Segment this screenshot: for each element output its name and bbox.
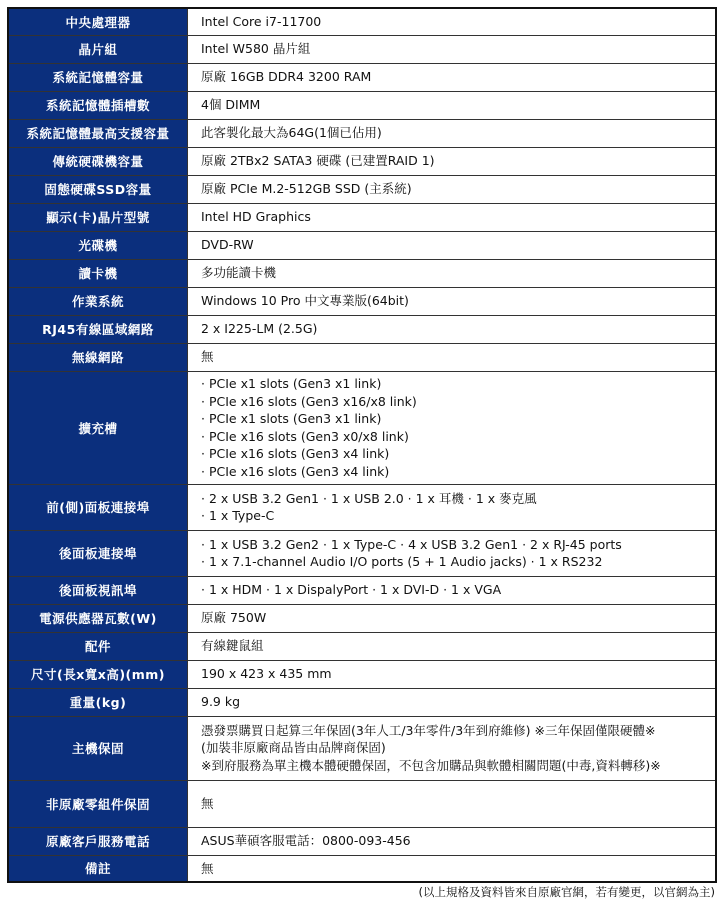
spec-row [8,688,716,716]
spec-label: 系統記憶體插槽數 [8,91,188,119]
spec-label: 原廠客戶服務電話 [8,827,188,855]
spec-value [188,63,717,91]
spec-value-line: · PCIe x16 slots (Gen3 x16/x8 link) [201,393,417,409]
spec-value-line: 多功能讀卡機 [201,265,277,281]
spec-value-line: 原廠 750W [201,610,267,626]
spec-label: 擴充槽 [8,371,188,484]
spec-value [188,343,717,371]
spec-label: 無線網路 [8,343,188,371]
spec-value [188,203,717,231]
spec-value-line: 2 x I225-LM (2.5G) [201,321,318,337]
spec-label: 重量(kg) [8,688,188,716]
spec-value [188,576,717,604]
spec-row [8,827,716,855]
spec-label: 光碟機 [8,231,188,259]
spec-row [8,660,716,688]
spec-value-line: · 1 x USB 3.2 Gen2 · 1 x Type-C · 4 x USB 3.2 Gen1 · 2 x RJ-45 ports [201,536,622,552]
spec-value [188,8,717,35]
spec-value-line: ※到府服務為單主機本體硬體保固，不包含加購品與軟體相關問題(中毒,資料轉移)※ [201,757,661,773]
spec-value [188,688,717,716]
spec-value-line: · PCIe x16 slots (Gen3 x4 link) [201,463,390,479]
spec-label: 固態硬碟SSD容量 [8,175,188,203]
spec-value-line: 無 [201,795,214,811]
spec-value-line: 4個 DIMM [201,97,261,113]
spec-value [188,91,717,119]
spec-row [8,175,716,203]
spec-label: 中央處理器 [8,8,188,35]
spec-value-line: · PCIe x1 slots (Gen3 x1 link) [201,376,382,391]
spec-value-line: · 1 x Type-C [201,508,275,523]
spec-label: 備註 [8,855,188,882]
spec-value [188,660,717,688]
spec-label: 作業系統 [8,287,188,315]
spec-label: 系統記憶體最高支援容量 [8,119,188,147]
spec-value-line: ASUS華碩客服電話：0800-093-456 [201,833,411,849]
spec-label: 讀卡機 [8,259,188,287]
spec-label: 尺寸(長x寬x高)(mm) [8,660,188,688]
spec-label: 晶片組 [8,35,188,63]
spec-row [8,231,716,259]
spec-row [8,147,716,175]
spec-row [8,716,716,780]
footnote: (以上規格及資料皆來自原廠官網，若有變更，以官網為主) [418,885,715,899]
spec-value-line: 此客製化最大為64G(1個已佔用) [201,125,382,141]
spec-value [188,604,717,632]
spec-value [188,827,717,855]
spec-table-body [8,8,716,882]
spec-value-line: · PCIe x16 slots (Gen3 x0/x8 link) [201,428,409,444]
spec-row [8,632,716,660]
spec-row [8,8,716,35]
spec-value-line: Intel W580 晶片組 [201,41,311,57]
spec-row [8,855,716,882]
spec-row [8,119,716,147]
spec-value [188,632,717,660]
spec-value-line: · 1 x HDM · 1 x DispalyPort · 1 x DVI-D · 1 x VGA [201,582,502,598]
spec-value [188,287,717,315]
spec-label: 系統記憶體容量 [8,63,188,91]
spec-label: 後面板連接埠 [8,530,188,576]
spec-value-line: · PCIe x1 slots (Gen3 x1 link) [201,411,382,426]
spec-value [188,259,717,287]
spec-row [8,604,716,632]
spec-value [188,371,717,484]
spec-value-line: 無 [201,349,214,365]
spec-row [8,35,716,63]
spec-value-line: 原廠 PCIe M.2-512GB SSD (主系統) [201,181,412,197]
spec-value [188,175,717,203]
spec-label: 主機保固 [8,716,188,780]
spec-row [8,576,716,604]
spec-row [8,343,716,371]
spec-value-line: Intel Core i7-11700 [201,14,322,29]
spec-label: 前(側)面板連接埠 [8,484,188,530]
spec-row [8,780,716,827]
spec-value [188,315,717,343]
spec-label: 非原廠零組件保固 [8,780,188,827]
spec-row [8,484,716,530]
spec-value [188,35,717,63]
spec-value [188,147,717,175]
spec-value-line: (加裝非原廠商品皆由品牌商保固) [201,740,386,756]
spec-value-line: 9.9 kg [201,694,241,710]
spec-table [7,7,717,883]
spec-value [188,231,717,259]
spec-value-line: 原廠 16GB DDR4 3200 RAM [201,69,372,85]
spec-value-line: · 2 x USB 3.2 Gen1 · 1 x USB 2.0 · 1 x 耳機 · 1 x 麥克風 [201,490,537,506]
spec-row [8,315,716,343]
spec-row [8,287,716,315]
spec-label: 傳統硬碟機容量 [8,147,188,175]
spec-label: RJ45有線區域網路 [8,315,188,343]
spec-value-line: 有線鍵鼠組 [201,638,264,654]
spec-value [188,780,717,827]
spec-value-line: 憑發票購買日起算三年保固(3年人工/3年零件/3年到府維修) ※三年保固僅限硬體※ [201,722,656,738]
spec-value-line: Intel HD Graphics [201,209,311,225]
spec-value [188,484,717,530]
spec-value-line: 190 x 423 x 435 mm [201,666,332,682]
spec-row [8,371,716,484]
spec-label: 顯示(卡)晶片型號 [8,203,188,231]
spec-row [8,259,716,287]
spec-value-line: 無 [201,860,214,876]
spec-value [188,716,717,780]
spec-row [8,203,716,231]
spec-row [8,530,716,576]
spec-value-line: DVD-RW [201,237,254,253]
spec-value-line: · PCIe x16 slots (Gen3 x4 link) [201,446,390,461]
spec-value-line: 原廠 2TBx2 SATA3 硬碟 (已建置RAID 1) [201,153,435,169]
spec-value [188,855,717,882]
spec-value [188,530,717,576]
spec-value-line: · 1 x 7.1-channel Audio I/O ports (5 + 1 Audio jacks) · 1 x RS232 [201,554,603,569]
spec-row [8,63,716,91]
spec-row [8,91,716,119]
spec-value [188,119,717,147]
spec-value-line: Windows 10 Pro 中文專業版(64bit) [201,293,409,309]
spec-label: 配件 [8,632,188,660]
spec-label: 電源供應器瓦數(W) [8,604,188,632]
spec-label: 後面板視訊埠 [8,576,188,604]
